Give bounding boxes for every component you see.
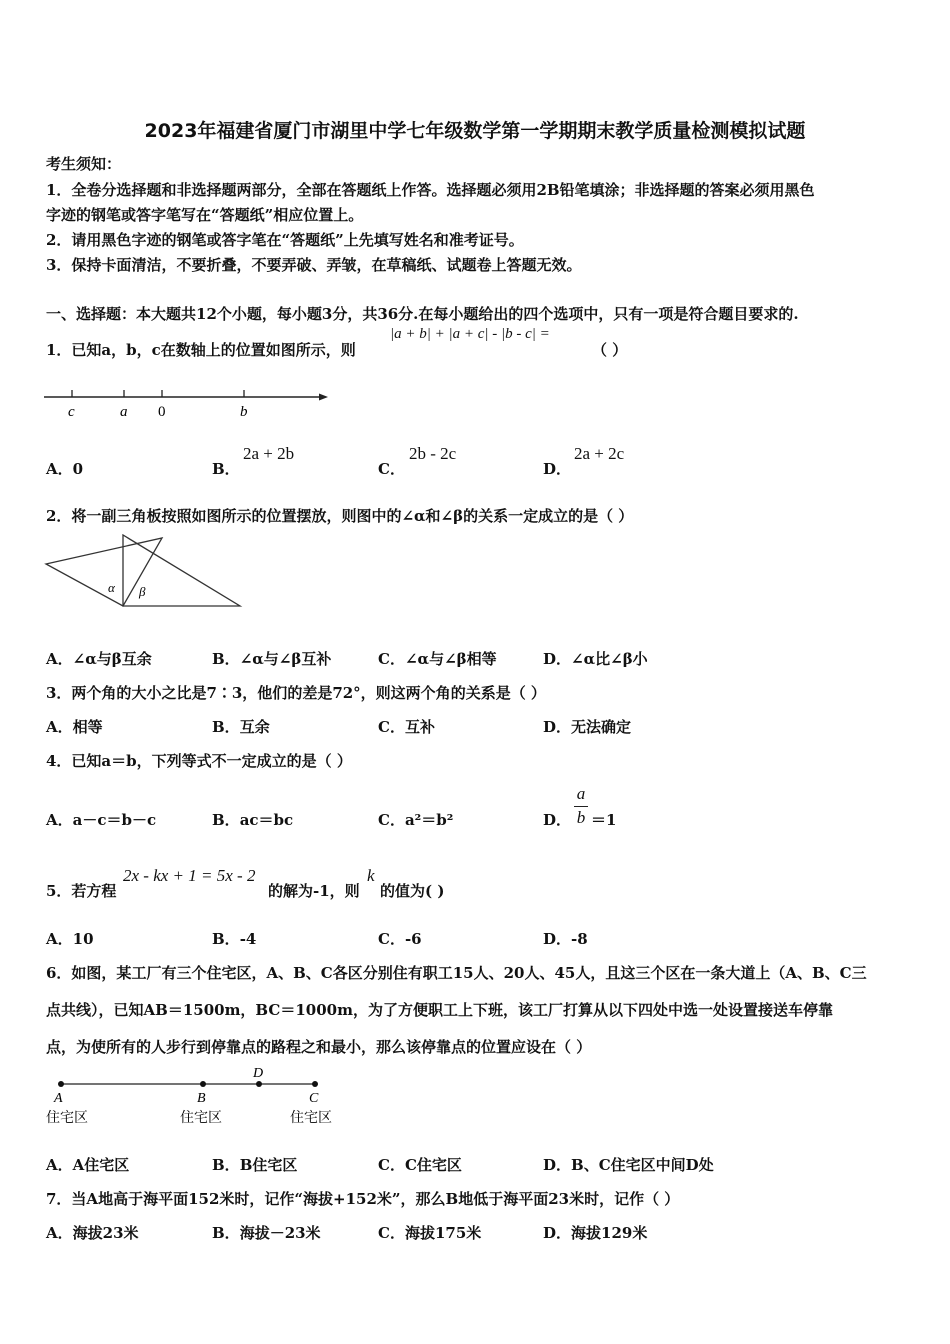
notice-line: 3．保持卡面清洁，不要折叠，不要弄破、弄皱，在草稿纸、试题卷上答题无效。 bbox=[46, 256, 582, 274]
q2-option-a[interactable] bbox=[46, 648, 152, 669]
q3-option-a[interactable] bbox=[46, 716, 103, 737]
q3-option-b[interactable] bbox=[212, 716, 270, 737]
option-letter: C． bbox=[378, 930, 405, 948]
q3-stem: 3．两个角的大小之比是7∶3，他们的差是72°，则这两个角的关系是（ ） bbox=[46, 684, 546, 702]
q1-option-d-letter[interactable]: D． bbox=[543, 460, 572, 478]
q7-stem: 7．当A地高于海平面152米时，记作“海拔+152米”，那么B地低于海平面23米时，记作（ ） bbox=[46, 1190, 680, 1208]
point-a-label: A bbox=[54, 1091, 63, 1106]
option-text: 10 bbox=[72, 930, 94, 948]
q4-option-d-letter[interactable]: D． bbox=[543, 811, 572, 829]
q4-option-b[interactable] bbox=[212, 809, 293, 830]
axis-label-zero: 0 bbox=[158, 404, 166, 420]
option-text: 相等 bbox=[72, 718, 103, 736]
q2-option-b[interactable] bbox=[212, 648, 331, 669]
q1-formula: |a + b| + |a + c| - |b - c| = bbox=[390, 326, 550, 342]
option-letter: C． bbox=[378, 1224, 405, 1242]
area-label-a: 住宅区 bbox=[46, 1111, 88, 1126]
option-text: ∠α与∠β互补 bbox=[239, 650, 332, 668]
q7-option-c[interactable] bbox=[378, 1222, 481, 1243]
q6-line: 点共线），已知AB＝1500m，BC＝1000m，为了方便职工上下班，该工厂打算从以下四处中选一处设置接送车停靠 bbox=[46, 1001, 833, 1019]
q5-mid: 的解为-1，则 bbox=[268, 882, 360, 900]
option-letter: A． bbox=[46, 930, 73, 948]
q5-option-c[interactable] bbox=[378, 928, 422, 949]
axis-label-a: a bbox=[120, 404, 128, 420]
section-heading: 一、选择题：本大题共12个小题，每小题3分，共36分.在每小题给出的四个选项中，只有一项是符合题目要求的. bbox=[46, 305, 799, 323]
q4-option-d-denominator: b bbox=[576, 808, 586, 827]
q1-stem: 1．已知a，b，c在数轴上的位置如图所示，则 bbox=[46, 341, 356, 359]
notice-line: 2．请用黑色字迹的钢笔或答字笔在“答题纸”上先填写姓名和准考证号。 bbox=[46, 231, 524, 249]
option-letter: D． bbox=[543, 930, 572, 948]
q5-var-k: k bbox=[367, 866, 375, 885]
q6-option-c[interactable] bbox=[378, 1154, 462, 1175]
option-letter: A． bbox=[46, 1156, 73, 1174]
option-text: 互余 bbox=[239, 718, 270, 736]
q4-stem: 4．已知a＝b，下列等式不一定成立的是（ ） bbox=[46, 752, 352, 770]
option-letter: D． bbox=[543, 1224, 572, 1242]
q4-option-a[interactable] bbox=[46, 809, 156, 830]
q1-option-c-letter[interactable]: C． bbox=[378, 460, 405, 478]
point-d-label: D bbox=[253, 1066, 264, 1081]
option-text: 海拔129米 bbox=[571, 1224, 648, 1242]
page-title: 2023年福建省厦门市湖里中学七年级数学第一学期期末教学质量检测模拟试题 bbox=[144, 120, 806, 142]
area-label-b: 住宅区 bbox=[180, 1111, 222, 1126]
q6-road-figure bbox=[44, 1064, 344, 1130]
option-letter: C． bbox=[378, 1156, 405, 1174]
q4-option-c[interactable] bbox=[378, 809, 453, 830]
q2-option-c[interactable] bbox=[378, 648, 497, 669]
q5-option-b[interactable] bbox=[212, 928, 256, 949]
option-letter: C． bbox=[378, 718, 405, 736]
option-letter: B． bbox=[212, 650, 240, 668]
q5-option-a[interactable] bbox=[46, 928, 94, 949]
q7-option-a[interactable] bbox=[46, 1222, 139, 1243]
option-text: -8 bbox=[571, 930, 588, 948]
option-letter: A． bbox=[46, 650, 73, 668]
option-letter: C． bbox=[378, 811, 405, 829]
q5-equation: 2x - kx + 1 = 5x - 2 bbox=[123, 866, 256, 885]
q5-pre: 5．若方程 bbox=[46, 882, 117, 900]
q2-triangle-figure bbox=[44, 534, 244, 610]
option-text: ∠α与β互余 bbox=[72, 650, 152, 668]
alpha-label: α bbox=[108, 580, 115, 595]
option-text: -4 bbox=[239, 930, 257, 948]
option-letter: B． bbox=[212, 1156, 240, 1174]
q6-option-a[interactable] bbox=[46, 1154, 129, 1175]
option-text: B住宅区 bbox=[239, 1156, 298, 1174]
q4-option-d-rest: ＝1 bbox=[591, 811, 617, 829]
option-text: 互补 bbox=[404, 718, 435, 736]
q1-option-a[interactable] bbox=[46, 458, 83, 479]
option-letter: C． bbox=[378, 650, 405, 668]
option-letter: D． bbox=[543, 718, 572, 736]
notice-line: 1．全卷分选择题和非选择题两部分，全部在答题纸上作答。选择题必须用2B铅笔填涂；非选择题的答案必须用黑色 bbox=[46, 181, 815, 199]
q5-option-d[interactable] bbox=[543, 928, 588, 949]
q6-option-b[interactable] bbox=[212, 1154, 297, 1175]
q6-line: 6．如图，某工厂有三个住宅区，A、B、C各区分别住有职工15人、20人、45人，且这三个区在一条大道上（A、B、C三 bbox=[46, 964, 867, 982]
area-label-c: 住宅区 bbox=[290, 1111, 332, 1126]
option-text: a－c＝b－c bbox=[72, 811, 157, 829]
option-letter: B． bbox=[212, 718, 240, 736]
notice-heading: 考生须知： bbox=[46, 155, 122, 173]
beta-label: β bbox=[139, 584, 146, 599]
option-letter: A． bbox=[46, 460, 73, 478]
q2-option-d[interactable] bbox=[543, 648, 648, 669]
option-text: 0 bbox=[72, 460, 84, 478]
point-b-label: B bbox=[197, 1091, 206, 1106]
q6-line: 点，为使所有的人步行到停靠点的路程之和最小，那么该停靠点的位置应设在（ ） bbox=[46, 1038, 592, 1056]
option-letter: A． bbox=[46, 811, 73, 829]
option-text: -6 bbox=[404, 930, 422, 948]
q7-option-d[interactable] bbox=[543, 1222, 647, 1243]
axis-label-b: b bbox=[240, 404, 248, 420]
option-text: ∠α比∠β小 bbox=[571, 650, 648, 668]
option-text: 海拔175米 bbox=[404, 1224, 482, 1242]
q7-option-b[interactable] bbox=[212, 1222, 321, 1243]
q1-option-d-text: 2a + 2c bbox=[574, 444, 625, 463]
notice-line: 字迹的钢笔或答字笔写在“答题纸”相应位置上。 bbox=[46, 206, 364, 224]
option-text: A住宅区 bbox=[72, 1156, 130, 1174]
axis-label-c: c bbox=[68, 404, 75, 420]
option-letter: A． bbox=[46, 1224, 73, 1242]
option-text: 海拔－23米 bbox=[239, 1224, 321, 1242]
fraction-bar bbox=[574, 806, 588, 807]
q1-number-line bbox=[40, 384, 332, 424]
q5-post: 的值为( ) bbox=[380, 882, 445, 900]
q1-option-b-text: 2a + 2b bbox=[243, 444, 295, 463]
option-text: a²＝b² bbox=[404, 811, 454, 829]
q1-option-c-text: 2b - 2c bbox=[409, 444, 457, 463]
q4-option-d-numerator: a bbox=[576, 784, 586, 803]
option-text: B、C住宅区中间D处 bbox=[571, 1156, 714, 1174]
point-c-label: C bbox=[309, 1091, 319, 1106]
option-text: 无法确定 bbox=[571, 718, 632, 736]
option-text: ∠α与∠β相等 bbox=[404, 650, 497, 668]
option-letter: D． bbox=[543, 1156, 572, 1174]
option-letter: B． bbox=[212, 1224, 240, 1242]
option-letter: B． bbox=[212, 930, 240, 948]
q2-stem: 2．将一副三角板按照如图所示的位置摆放，则图中的∠α和∠β的关系一定成立的是（ ） bbox=[46, 507, 634, 525]
option-text: ac＝bc bbox=[239, 811, 294, 829]
q3-option-d[interactable] bbox=[543, 716, 631, 737]
option-letter: A． bbox=[46, 718, 73, 736]
option-text: C住宅区 bbox=[404, 1156, 462, 1174]
option-letter: B． bbox=[212, 811, 240, 829]
q3-option-c[interactable] bbox=[378, 716, 435, 737]
option-letter: D． bbox=[543, 650, 572, 668]
option-text: 海拔23米 bbox=[72, 1224, 139, 1242]
q6-option-d[interactable] bbox=[543, 1154, 714, 1175]
q1-paren: （ ） bbox=[592, 341, 628, 359]
q1-option-b-letter[interactable]: B． bbox=[212, 460, 240, 478]
